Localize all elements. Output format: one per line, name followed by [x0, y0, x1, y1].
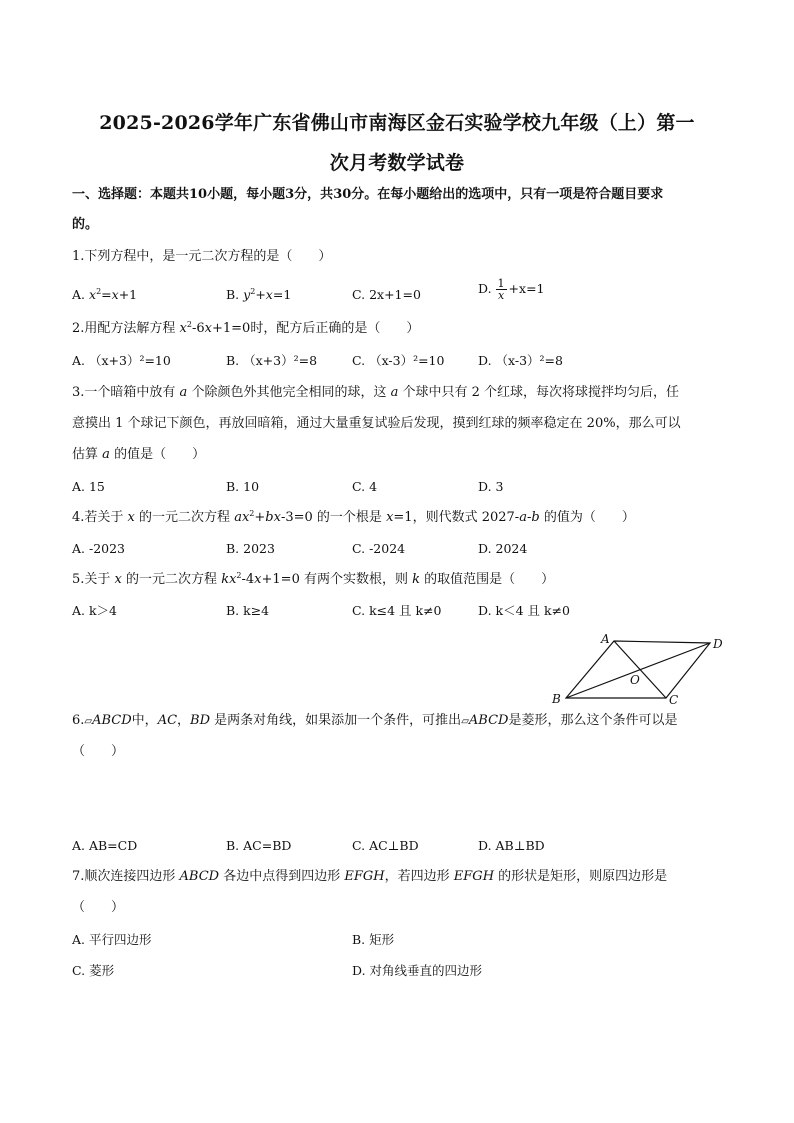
q2-option-b[interactable]: B. （x+3）²=8: [226, 353, 318, 368]
section-heading-cont: 的。: [72, 217, 99, 232]
q4-option-a[interactable]: A. -2023: [72, 541, 126, 556]
q3-option-a[interactable]: A. 15: [72, 479, 105, 494]
question-6-line2: （ ）: [72, 744, 125, 759]
q6-option-b[interactable]: B. AC=BD: [226, 838, 292, 853]
q3-option-c[interactable]: C. 4: [352, 479, 378, 494]
q2-option-c[interactable]: C. （x-3）²=10: [352, 353, 445, 368]
q5-option-c[interactable]: C. k≤4 且 k≠0: [352, 603, 442, 618]
question-7-stem: 7.顺次连接四边形 ABCD 各边中点得到四边形 EFGH，若四边形 EFGH 的形状是矩形，则原四边形是: [72, 869, 668, 884]
vertex-label-d: D: [713, 637, 723, 651]
q6-option-a[interactable]: A. AB=CD: [72, 838, 138, 853]
exam-title-line1: 2025-2026学年广东省佛山市南海区金石实验学校九年级（上）第一: [99, 112, 695, 134]
question-3-line2: 意摸出 1 个球记下颜色，再放回暗箱，通过大量重复试验后发现，摸到红球的频率稳定在 20%，那么可以: [72, 416, 681, 431]
question-7-line2: （ ）: [72, 900, 125, 915]
q4-option-c[interactable]: C. -2024: [352, 541, 406, 556]
q4-option-d[interactable]: D. 2024: [478, 541, 528, 556]
q4-option-b[interactable]: B. 2023: [226, 541, 275, 556]
q2-option-a[interactable]: A. （x+3）²=10: [72, 353, 171, 368]
fraction: $\frac{1}{x}$: [497, 277, 505, 302]
vertex-label-c: C: [669, 693, 679, 706]
vertex-label-a: A: [601, 632, 610, 646]
q5-option-b[interactable]: B. k≥4: [226, 603, 270, 618]
q5-option-a[interactable]: A. k＞4: [72, 603, 118, 618]
q6-option-d[interactable]: D. AB⊥BD: [478, 838, 545, 853]
question-3-line1: 3.一个暗箱中放有 a 个除颜色外其他完全相同的球，这 a 个球中只有 2 个红球，每次将球搅拌均匀后，任: [72, 385, 680, 400]
q7-option-a[interactable]: A. 平行四边形: [72, 932, 152, 947]
q3-option-d[interactable]: D. 3: [478, 479, 504, 494]
question-3-line3: 估算 a 的值是（ ）: [72, 447, 206, 462]
exam-title-line2: 次月考数学试卷: [329, 152, 465, 174]
question-1-stem: 1.下列方程中，是一元二次方程的是（ ）: [72, 249, 332, 264]
vertex-label-b: B: [552, 692, 561, 706]
question-6-stem: 6.▱ABCD中，AC，BD 是两条对角线，如果添加一个条件，可推出▱ABCD是菱形，那么这个条件可以是: [72, 713, 678, 728]
q6-option-c[interactable]: C. AC⊥BD: [352, 838, 419, 853]
question-5-stem: 5.关于 x 的一元二次方程 $kx^2-4x+1=0$ 有两个实数根，则 k 的取值范围是（ ）: [72, 571, 555, 587]
parallelogram-figure: [548, 632, 728, 706]
q7-option-c[interactable]: C. 菱形: [72, 963, 115, 978]
q3-option-b[interactable]: B. 10: [226, 479, 260, 494]
q1-option-d[interactable]: D. $\frac{1}{x}$ +x=1: [478, 277, 545, 302]
q7-option-d[interactable]: D. 对角线垂直的四边形: [352, 963, 483, 978]
q1-option-b[interactable]: B. $y^2+x=1$: [226, 287, 292, 302]
question-4-stem: 4.若关于 x 的一元二次方程 $ax^2+bx-3=0$ 的一个根是 x=1，则代数式 2027-a-b 的值为（ ）: [72, 509, 635, 525]
section-heading: 一、选择题：本题共10小题，每小题3分，共30分。在每小题给出的选项中，只有一项是符合题目要求: [72, 187, 664, 202]
q1-option-c[interactable]: C. 2x+1=0: [352, 287, 421, 302]
q5-option-d[interactable]: D. k＜4 且 k≠0: [478, 603, 570, 618]
center-label-o: O: [630, 673, 640, 687]
q7-option-b[interactable]: B. 矩形: [352, 932, 395, 947]
question-2-stem: 2.用配方法解方程 $x^2-6x+1=0$时，配方后正确的是（ ）: [72, 320, 420, 336]
q2-option-d[interactable]: D. （x-3）²=8: [478, 353, 563, 368]
q1-option-a[interactable]: A. $x^2=x+1$: [72, 287, 138, 302]
